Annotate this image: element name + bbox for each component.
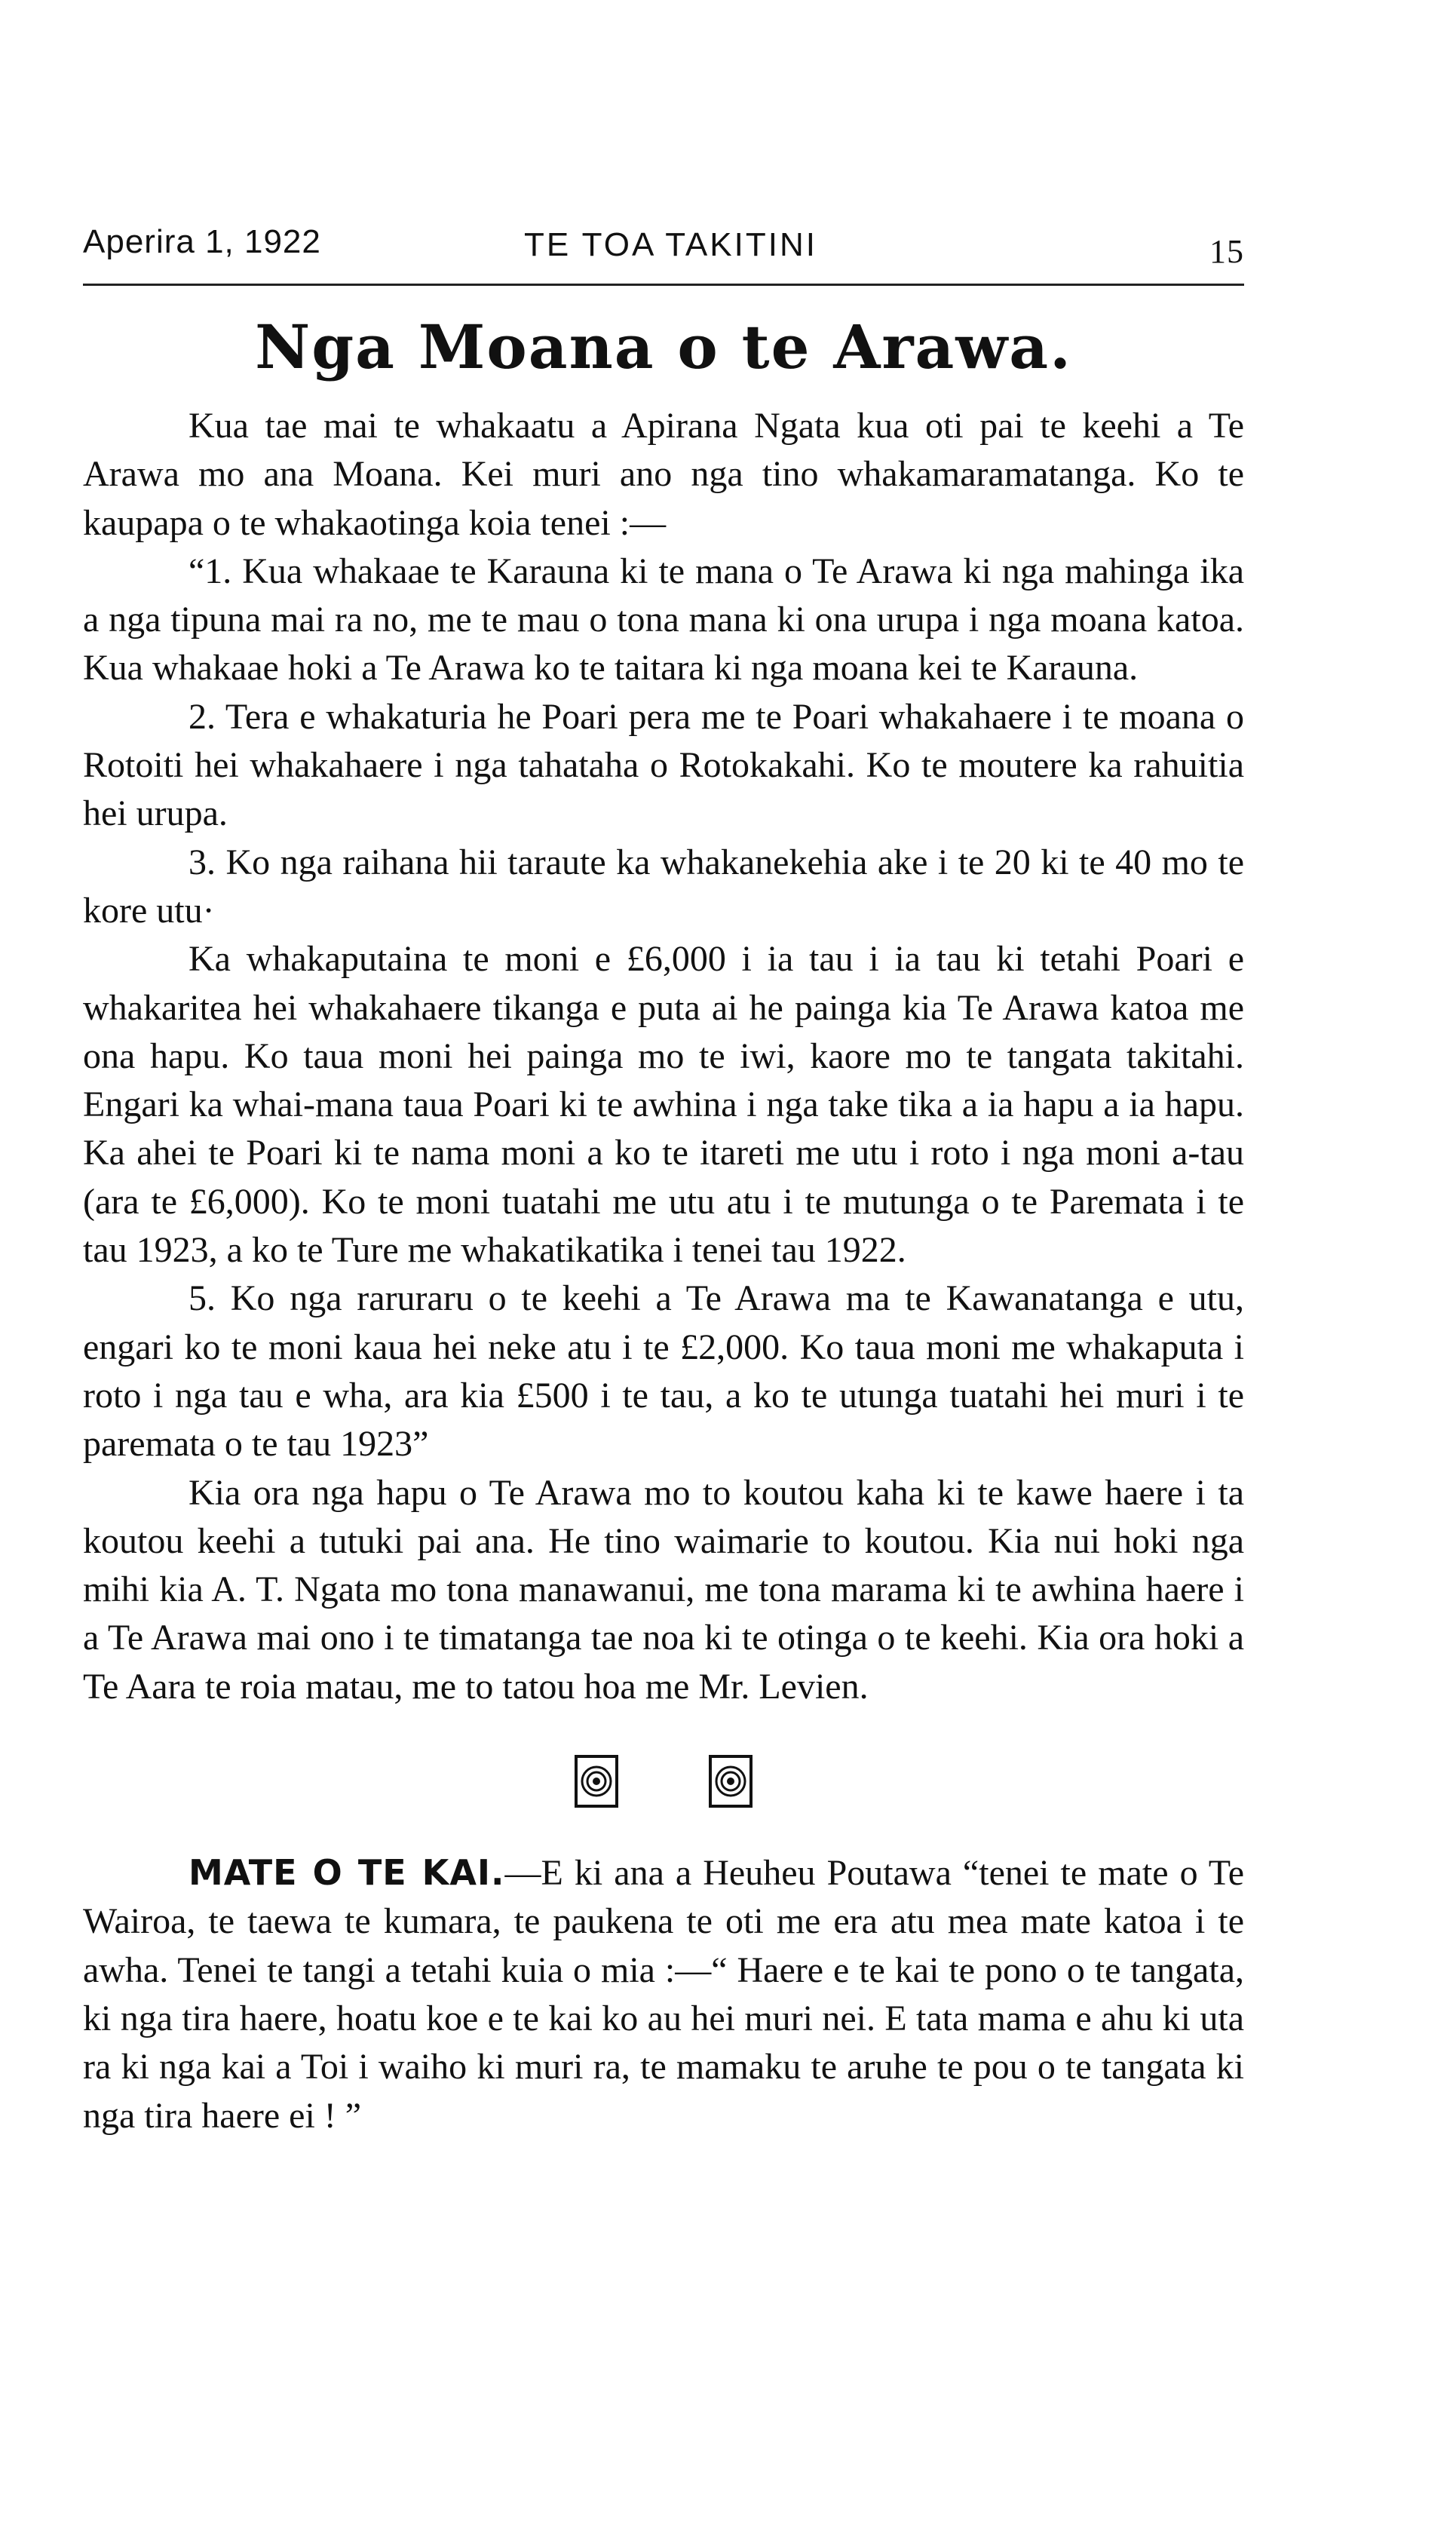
running-head xyxy=(83,211,1244,279)
article-title: Nga Moana o te Arawa. xyxy=(255,311,1072,382)
article-paragraph: Kia ora nga hapu o Te Arawa mo to koutou kaha ki te kawe haere i ta koutou keehi a tutuki pai ana. He tino waimarie to koutou. Kia nui hoki nga mihi kia A. T. Ngata mo tona manawanui, me tona marama ki te awhina haere i a Te Arawa mai ono i te timatanga tae noa ki te otinga o te keehi. Kia ora hoki a Te Aara te roia matau, me to tatou hoa me Mr. Levien. xyxy=(83,1472,1244,1707)
issue-date: Aperira 1, 1922 xyxy=(83,223,321,260)
article-lead: MATE O TE KAI. xyxy=(189,1852,505,1894)
article-paragraph: Kua tae mai te whakaatu a Apirana Ngata kua oti pai te keehi a Te Arawa mo ana Moana. Kei muri ano nga tino whakamaramatanga. Ko te kaupapa o te whakaotinga koia tenei :— xyxy=(83,406,1244,543)
page-number: 15 xyxy=(1209,233,1244,270)
section-divider xyxy=(83,1755,1244,1808)
article-body: —E ki ana a Heuheu Poutawa “tenei te mate o Te Wairoa, te taewa te kumara, te paukena te oti me era atu mea mate katoa i te awha. Tenei te tangi a tetahi kuia o mia :—“ Haere e te kai te pono o te tangata, ki nga tira haere, hoatu koe e te kai ko au hei muri nei. E tata mama e ahu ki uta ra ki nga kai a Toi i waiho ki muri ra, te mamaku te aruhe te pou o te tangata ki nga tira haere ei ! ” xyxy=(83,1853,1245,2136)
spiral-ornament-icon xyxy=(575,1755,618,1808)
page xyxy=(83,211,1244,2140)
article-paragraph: 3. Ko nga raihana hii taraute ka whakanekehia ake i te 20 ki te 40 mo te kore utu· xyxy=(83,842,1244,931)
article-paragraph: 2. Tera e whakaturia he Poari pera me te Poari whakahaere i te moana o Rotoiti hei whakahaere i nga tahataha o Rotokakahi. Ko te moutere ka rahuitia hei urupa. xyxy=(83,696,1244,834)
header-rule xyxy=(83,284,1244,286)
journal-title: TE TOA TAKITINI xyxy=(524,226,817,263)
article-paragraph: “1. Kua whakaae te Karauna ki te mana o Te Arawa ki nga mahinga ika a nga tipuna mai ra no, me te mau o tona mana ki ona urupa i nga moana katoa. Kua whakaae hoki a Te Arawa ko te taitara ki nga moana kei te Karauna. xyxy=(83,551,1244,689)
article-paragraph: Ka whakaputaina te moni e £6,000 i ia tau i ia tau ki tetahi Poari e whakaritea hei whakahaere tikanga e puta ai he painga kia Te Arawa katoa me ona hapu. Ko taua moni hei painga mo te iwi, kaore mo te tangata takitahi. Engari ka whai-mana taua Poari ki te awhina i nga take tika a ia hapu a ia hapu. Ka ahei te Poari ki te nama moni a ko te itareti me utu i roto i nga moni a-tau (ara te £6,000). Ko te moni tuatahi me utu atu i te mutunga o te Paremata i te tau 1923, a ko te Ture me whakatikatika i tenei tau 1922. xyxy=(83,939,1244,1271)
article-paragraph xyxy=(83,1848,1244,2140)
article-paragraph: 5. Ko nga raruraru o te keehi a Te Arawa ma te Kawanatanga e utu, engari ko te moni kaua hei neke atu i te £2,000. Ko taua moni me whakaputa i roto i nga tau e wha, ara kia £500 i te tau, a ko te utunga tuatahi hei muri i te paremata o te tau 1923” xyxy=(83,1278,1244,1465)
spiral-ornament-icon xyxy=(709,1755,753,1808)
